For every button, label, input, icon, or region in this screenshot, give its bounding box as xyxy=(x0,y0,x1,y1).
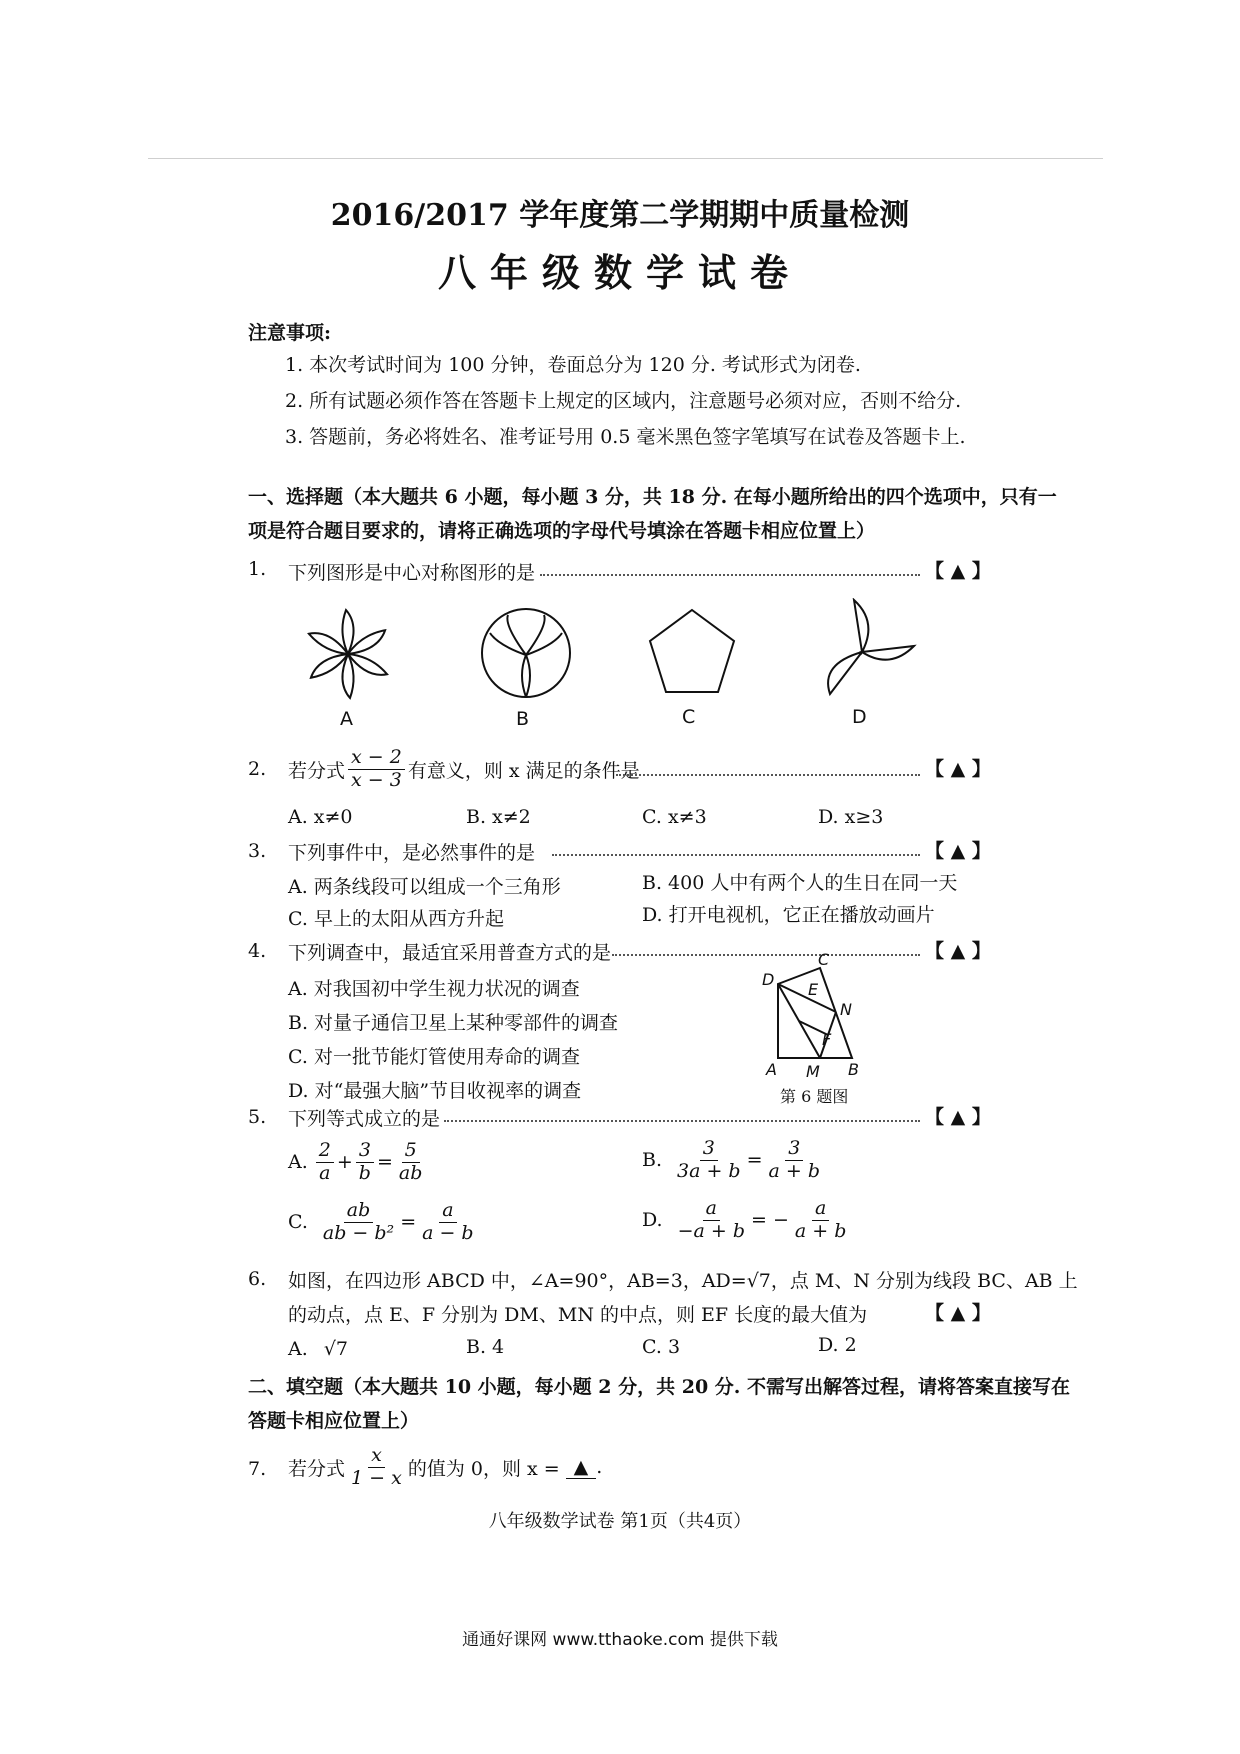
q5-a-frac3-den: ab xyxy=(398,1161,423,1184)
q3-leader xyxy=(552,854,920,856)
q2-stem xyxy=(288,744,640,794)
q5-d-frac1-den: −a + b xyxy=(677,1219,746,1242)
q6-option-a-label: A. xyxy=(288,1338,308,1360)
q5-c-frac2-num: a xyxy=(439,1200,456,1223)
q2-option-d: D. x≥3 xyxy=(818,806,884,828)
q6-stem-line1: 如图，在四边形 ABCD 中，∠A=90°，AB=3，AD=√7，点 M、N 分别为线段 BC、AB 上 xyxy=(288,1270,1078,1292)
q6-point-b: B xyxy=(848,1060,859,1079)
q6-option-c: C. 3 xyxy=(642,1336,681,1358)
q1-leader xyxy=(540,574,920,576)
q5-option-d xyxy=(642,1194,852,1246)
q5-d-frac2 xyxy=(792,1198,850,1243)
q5-c-frac2 xyxy=(419,1200,477,1245)
q1-stem: 下列图形是中心对称图形的是 xyxy=(288,562,536,584)
download-credit: 通通好课网 www.tthaoke.com 提供下载 xyxy=(462,1630,778,1650)
q4-stem: 下列调查中，最适宜采用普查方式的是 xyxy=(288,942,612,964)
q2-number: 2. xyxy=(248,758,267,780)
section2-heading-line1: 二、填空题（本大题共 10 小题，每小题 2 分，共 20 分. 不需写出解答过程，请将答案直接写在 xyxy=(248,1376,1071,1398)
q2-leader xyxy=(616,774,920,776)
q3-option-a: A. 两条线段可以组成一个三角形 xyxy=(288,876,561,898)
q2-fraction-numerator: x − 2 xyxy=(348,747,405,770)
q5-a-frac3 xyxy=(396,1140,426,1185)
q5-a-frac3-num: 5 xyxy=(402,1140,420,1163)
q2-stem-post: 有意义，则 x 满足的条件是 xyxy=(407,759,640,782)
q2-option-b: B. x≠2 xyxy=(466,806,531,828)
q6-point-c: C xyxy=(818,950,830,969)
q7-stem-pre: 若分式 xyxy=(288,1457,346,1480)
q5-a-op: + xyxy=(336,1151,353,1173)
q3-stem: 下列事件中，是必然事件的是 xyxy=(288,842,536,864)
q4-option-b: B. 对量子通信卫星上某种零部件的调查 xyxy=(288,1012,619,1034)
q5-option-b xyxy=(642,1134,826,1186)
q5-d-eq: = − xyxy=(751,1209,789,1231)
q6-point-d: D xyxy=(762,970,775,989)
q5-a-frac2-den: b xyxy=(358,1161,371,1184)
q2-option-c: C. x≠3 xyxy=(642,806,707,828)
q2-answer-mark: 【 ▲ 】 xyxy=(925,758,991,780)
q3-number: 3. xyxy=(248,840,267,862)
q6-option-b: B. 4 xyxy=(466,1336,505,1358)
q5-b-frac2-den: a + b xyxy=(768,1159,821,1182)
q5-c-label: C. xyxy=(288,1211,308,1233)
section1-heading-line2: 项是符合题目要求的，请将正确选项的字母代号填涂在答题卡相应位置上） xyxy=(248,520,876,542)
q4-number: 4. xyxy=(248,940,267,962)
q6-number: 6. xyxy=(248,1268,267,1290)
q6-stem-line2: 的动点，点 E、F 分别为 DM、MN 的中点，则 EF 长度的最大值为 xyxy=(288,1304,868,1326)
q5-number: 5. xyxy=(248,1106,267,1128)
q7-stem-post: 的值为 0，则 x = xyxy=(407,1457,560,1480)
q2-stem-pre: 若分式 xyxy=(288,759,346,782)
q1-figure-b-circle xyxy=(478,605,574,701)
q5-a-frac2 xyxy=(356,1140,374,1185)
q7-answer-blank: ▲ xyxy=(566,1456,597,1479)
q7-fraction xyxy=(348,1445,405,1490)
q5-a-label: A. xyxy=(288,1151,308,1173)
q6-point-e: E xyxy=(808,980,819,999)
q3-option-b: B. 400 人中有两个人的生日在同一天 xyxy=(642,872,958,894)
q5-a-frac1-num: 2 xyxy=(316,1140,334,1163)
q5-a-frac1 xyxy=(316,1140,334,1185)
section2-heading-line2: 答题卡相应位置上） xyxy=(248,1410,420,1432)
notice-heading: 注意事项: xyxy=(248,322,332,344)
q4-answer-mark: 【 ▲ 】 xyxy=(925,940,991,962)
q7-number: 7. xyxy=(248,1458,267,1480)
notice-item-3: 3. 答题前，务必将姓名、准考证号用 0.5 毫米黑色签字笔填写在试卷及答题卡上. xyxy=(285,426,966,448)
q5-b-frac2 xyxy=(766,1138,824,1183)
q6-option-d: D. 2 xyxy=(818,1334,857,1356)
q6-option-a-value: √7 xyxy=(323,1338,349,1360)
q5-stem: 下列等式成立的是 xyxy=(288,1108,441,1130)
q3-option-d: D. 打开电视机，它正在播放动画片 xyxy=(642,904,935,926)
q6-figure-caption: 第 6 题图 xyxy=(780,1087,849,1106)
q5-c-frac1 xyxy=(320,1200,397,1245)
exam-title: 2016/2017 学年度第二学期期中质量检测 xyxy=(330,198,910,233)
q5-d-frac2-den: a + b xyxy=(794,1219,847,1242)
q5-option-a xyxy=(288,1136,428,1188)
q6-geometry-figure xyxy=(760,956,870,1066)
q6-point-f: F xyxy=(822,1030,832,1049)
q1-figure-d-propeller xyxy=(818,598,918,702)
q5-c-frac2-den: a − b xyxy=(422,1221,474,1244)
q5-b-frac1-num: 3 xyxy=(700,1138,718,1161)
q7-fraction-numerator: x xyxy=(368,1445,385,1468)
q4-option-d: D. 对“最强大脑”节目收视率的调查 xyxy=(288,1080,582,1102)
q7-fraction-denominator: 1 − x xyxy=(351,1466,402,1489)
q1-label-d: D xyxy=(852,706,867,728)
q1-label-b: B xyxy=(516,708,530,730)
q6-option-a xyxy=(288,1338,348,1360)
q4-option-a: A. 对我国初中学生视力状况的调查 xyxy=(288,978,580,1000)
top-rule xyxy=(148,158,1103,159)
q1-number: 1. xyxy=(248,558,267,580)
q7-end: . xyxy=(596,1456,603,1478)
q5-a-frac1-den: a xyxy=(319,1161,331,1184)
q5-d-frac1 xyxy=(675,1198,748,1243)
q5-leader xyxy=(444,1120,920,1122)
q7-stem xyxy=(288,1440,602,1494)
section1-heading-line1: 一、选择题（本大题共 6 小题，每小题 3 分，共 18 分. 在每小题所给出的四个选项中，只有一 xyxy=(248,486,1057,508)
q5-b-label: B. xyxy=(642,1149,663,1171)
q3-option-c: C. 早上的太阳从西方升起 xyxy=(288,908,504,930)
exam-subtitle: 八年级数学试卷 xyxy=(437,250,802,295)
q5-option-c xyxy=(288,1196,480,1248)
q6-point-n: N xyxy=(840,1000,852,1019)
q1-label-a: A xyxy=(340,708,353,730)
page-footer: 八年级数学试卷 第1页（共4页） xyxy=(488,1511,752,1532)
q6-point-a: A xyxy=(766,1060,777,1079)
notice-item-1: 1. 本次考试时间为 100 分钟，卷面总分为 120 分. 考试形式为闭卷. xyxy=(285,354,861,376)
q5-a-frac2-num: 3 xyxy=(356,1140,374,1163)
q5-b-eq: = xyxy=(746,1149,763,1171)
q6-point-m: M xyxy=(806,1062,820,1081)
q5-d-frac1-num: a xyxy=(703,1198,720,1221)
q5-c-frac1-num: ab xyxy=(344,1200,374,1223)
q6-answer-mark: 【 ▲ 】 xyxy=(925,1302,991,1324)
q1-answer-mark: 【 ▲ 】 xyxy=(925,560,991,582)
q5-c-eq: = xyxy=(400,1211,417,1233)
q5-d-label: D. xyxy=(642,1209,663,1231)
q5-answer-mark: 【 ▲ 】 xyxy=(925,1106,991,1128)
q5-d-frac2-num: a xyxy=(812,1198,829,1221)
q1-figure-c-pentagon xyxy=(646,606,738,698)
q2-fraction-denominator: x − 3 xyxy=(351,768,402,791)
q2-fraction xyxy=(348,747,405,792)
q5-b-frac1 xyxy=(674,1138,744,1183)
q5-b-frac2-num: 3 xyxy=(785,1138,803,1161)
q1-figure-a-pinwheel xyxy=(298,604,398,704)
q5-b-frac1-den: 3a + b xyxy=(677,1159,741,1182)
q2-option-a: A. x≠0 xyxy=(288,806,353,828)
notice-item-2: 2. 所有试题必须作答在答题卡上规定的区域内，注意题号必须对应，否则不给分. xyxy=(285,390,962,412)
q5-a-eq: = xyxy=(376,1151,393,1173)
q5-c-frac1-den: ab − b² xyxy=(322,1221,395,1244)
q4-option-c: C. 对一批节能灯管使用寿命的调查 xyxy=(288,1046,580,1068)
q1-label-c: C xyxy=(682,706,696,728)
q3-answer-mark: 【 ▲ 】 xyxy=(925,840,991,862)
